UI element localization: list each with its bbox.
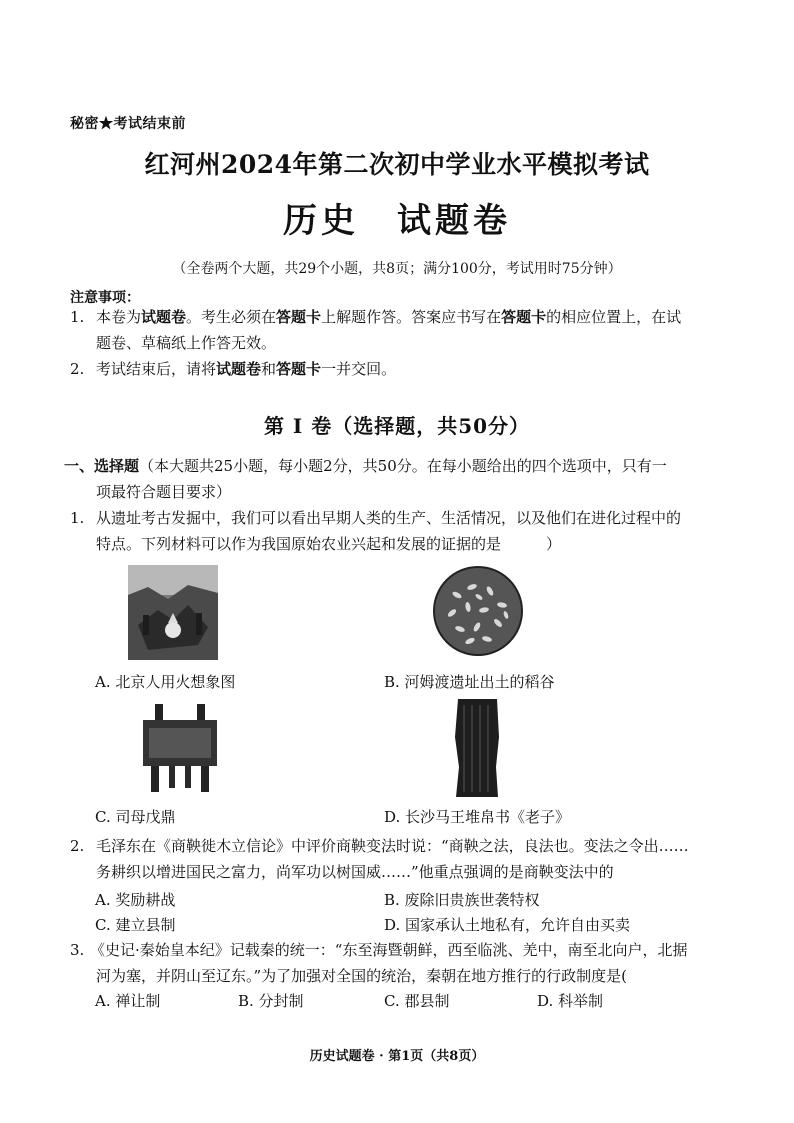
note-1-text: 上解题作答。答案应书写在 [321, 308, 502, 326]
hemudu-rice-image [432, 565, 524, 657]
q3-option-d[interactable]: D. 科举制 [537, 992, 604, 1010]
note-1-text: 的相应位置上，在试 [546, 308, 682, 326]
q3-stem-line2: 河为塞，并阴山至辽东。”为了加强对全国的统治，秦朝在地方推行的行政制度是( [96, 967, 628, 985]
note-1-number: 1. [70, 308, 85, 326]
q2-option-a[interactable]: A. 奖励耕战 [95, 891, 176, 909]
note-1-line2: 题卷、草稿纸上作答无效。 [96, 334, 277, 352]
q2-option-d[interactable]: D. 国家承认土地私有，允许自由买卖 [384, 916, 631, 934]
q1-option-b[interactable]: B. 河姆渡遗址出土的稻谷 [384, 673, 555, 691]
simuwu-ding-image [135, 700, 225, 795]
q2-option-c[interactable]: C. 建立县制 [95, 916, 176, 934]
q2-number: 2. [70, 837, 85, 855]
notes-heading: 注意事项： [70, 290, 140, 306]
q3-stem-line1: 《史记·秦始皇本纪》记载秦的统一：“东至海暨朝鲜，西至临洮、羌中，南至北向户，北据 [90, 941, 688, 959]
page-footer: 历史试题卷 · 第1页（共8页） [309, 1049, 485, 1064]
section-intro-line2: 项最符合题目要求） [96, 483, 232, 501]
q2-stem-line2: 务耕织以增进国民之富力，尚军功以树国威……”他重点强调的是商鞅变法中的 [96, 863, 614, 881]
note-2-text: 一并交回。 [321, 360, 397, 378]
q3-option-a[interactable]: A. 禅让制 [95, 992, 161, 1010]
note-2 [70, 356, 730, 382]
q3-option-c[interactable]: C. 郡县制 [384, 992, 450, 1010]
note-1-bold: 试题卷 [141, 308, 187, 326]
note-2-number: 2. [70, 360, 85, 378]
q2-stem-line1: 毛泽东在《商鞅徙木立信论》中评价商鞅变法时说：“商鞅之法，良法也。变法之令出…… [96, 837, 689, 855]
q3-number: 3. [70, 941, 85, 959]
q1-number: 1. [70, 509, 85, 527]
secret-mark: 秘密★考试结束前 [70, 116, 186, 132]
q1-option-a[interactable]: A. 北京人用火想象图 [95, 673, 236, 691]
exam-subtitle: （全卷两个大题，共29个小题，共8页；满分100分，考试用时75分钟） [172, 261, 622, 277]
q1-option-d[interactable]: D. 长沙马王堆帛书《老子》 [384, 808, 571, 826]
section-heading: 第 Ⅰ 卷（选择题，共50分） [263, 414, 531, 438]
note-1-text: 本卷为 [96, 308, 142, 326]
q1-option-c[interactable]: C. 司母戊鼎 [95, 808, 176, 826]
note-2-text: 和 [261, 360, 277, 378]
note-1-text: 。考生必须在 [186, 308, 277, 326]
peking-man-fire-image [128, 565, 218, 660]
note-1-bold: 答题卡 [276, 308, 322, 326]
note-1 [70, 304, 730, 330]
q2-option-b[interactable]: B. 废除旧贵族世袭特权 [384, 891, 540, 909]
subject-title: 历史 试题卷 [283, 201, 511, 241]
silk-manuscript-image [450, 697, 505, 799]
section-intro-label: 一、选择题 [64, 457, 140, 475]
note-2-bold: 试题卷 [216, 360, 262, 378]
section-intro-text: （本大题共25小题，每小题2分，共50分。在每小题给出的四个选项中，只有一 [139, 457, 667, 475]
note-1-bold: 答题卡 [501, 308, 547, 326]
q3-option-b[interactable]: B. 分封制 [238, 992, 304, 1010]
exam-title: 红河州2024年第二次初中学业水平模拟考试 [144, 150, 650, 179]
note-2-text: 考试结束后，请将 [96, 360, 217, 378]
note-2-bold: 答题卡 [276, 360, 322, 378]
section-intro [64, 453, 667, 479]
q1-stem-line2: 特点。下列材料可以作为我国原始农业兴起和发展的证据的是 ） [96, 535, 562, 553]
q1-stem-line1: 从遗址考古发掘中，我们可以看出早期人类的生产、生活情况，以及他们在进化过程中的 [96, 509, 682, 527]
